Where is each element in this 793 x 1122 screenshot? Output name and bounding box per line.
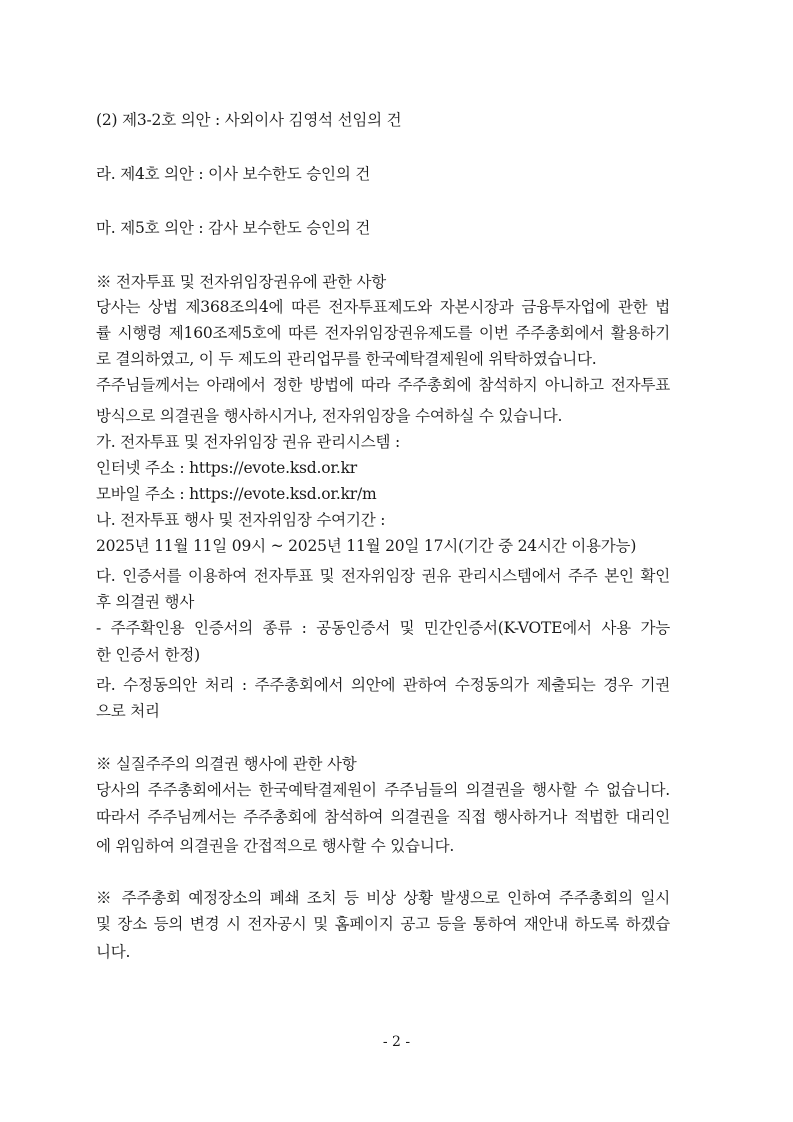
evote-para2-line: 주주님들께서는 아래에서 정한 방법에 따라 주주총회에 참석하지 아니하고 전자투표 [96,376,670,394]
beneficial-line: 에 위임하여 의결권을 간접적으로 행사할 수 있습니다. [96,837,455,855]
cert-types-line: 한 인증서 한정) [96,646,200,664]
emergency-line: ※ 주주총회 예정장소의 폐쇄 조치 등 비상 상황 발생으로 인하여 주주총회의 일시 [96,889,670,907]
internet-address: 인터넷 주소 : https://evote.ksd.or.kr [96,459,358,477]
agenda-item-5: 마. 제5호 의안 : 감사 보수한도 승인의 건 [96,219,371,237]
emergency-line: 및 장소 등의 변경 시 전자공시 및 홈페이지 공고 등을 통하여 재안내 하도록 하겠습 [96,915,670,933]
emergency-line: 니다. [96,943,131,961]
beneficial-heading: ※ 실질주주의 의결권 행사에 관한 사항 [96,755,357,773]
evote-para2-line: 방식으로 의결권을 행사하시거나, 전자위임장을 수여하실 수 있습니다. [96,407,563,425]
evote-para1-line: 당사는 상법 제368조의4에 따른 전자투표제도와 자본시장과 금융투자업에 관한 법 [96,298,670,316]
evote-heading: ※ 전자투표 및 전자위임장권유에 관한 사항 [96,273,387,291]
beneficial-line: 따라서 주주님께서는 주주총회에 참석하여 의결권을 직접 행사하거나 적법한 대리인 [96,808,670,826]
amendment-line: 라. 수정동의안 처리 : 주주총회에서 의안에 관하여 수정동의가 제출되는 경우 기권 [96,676,670,694]
cert-line: 다. 인증서를 이용하여 전자투표 및 전자위임장 권유 관리시스템에서 주주 본인 확인 [96,567,670,585]
agenda-item-4: 라. 제4호 의안 : 이사 보수한도 승인의 건 [96,165,371,183]
cert-line: 후 의결권 행사 [96,593,195,611]
page-number: - 2 - [382,1034,411,1050]
system-label: 가. 전자투표 및 전자위임장 권유 관리시스템 : [96,433,401,451]
evote-para1-line: 률 시행령 제160조제5호에 따른 전자위임장권유제도를 이번 주주총회에서 활용하기 [96,324,670,342]
cert-types-line: - 주주확인용 인증서의 종류 : 공동인증서 및 민간인증서(K-VOTE에서 사용 가능 [96,619,670,637]
agenda-item-3-2: (2) 제3-2호 의안 : 사외이사 김영석 선임의 건 [96,111,402,129]
period-value: 2025년 11월 11일 09시 ~ 2025년 11월 20일 17시(기간 중 24시간 이용가능) [96,537,637,555]
amendment-line: 으로 처리 [96,702,160,720]
mobile-address: 모바일 주소 : https://evote.ksd.or.kr/m [96,485,377,503]
beneficial-line: 당사의 주주총회에서는 한국예탁결제원이 주주님들의 의결권을 행사할 수 없습니다. [96,781,670,799]
period-label: 나. 전자투표 행사 및 전자위임장 수여기간 : [96,511,386,529]
evote-para1-line: 로 결의하였고, 이 두 제도의 관리업무를 한국예탁결제원에 위탁하였습니다. [96,350,597,368]
